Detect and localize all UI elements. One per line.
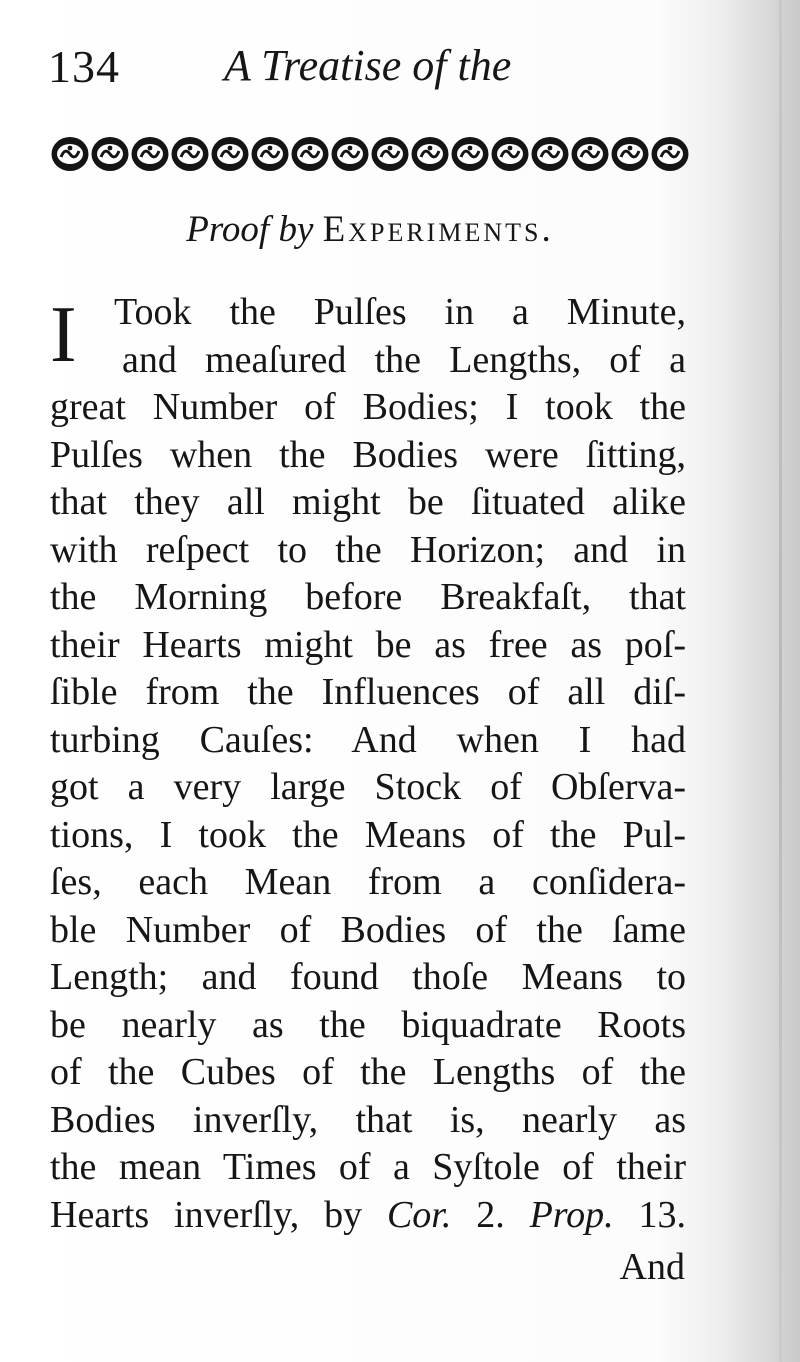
section-heading: [0, 208, 740, 251]
fleuron-icon: [572, 137, 609, 171]
text-line: with reſpect to the Horizon; and in: [50, 528, 686, 571]
text-line-last: [50, 1192, 686, 1240]
text-line: turbing Cauſes: And when I had: [50, 718, 686, 761]
text-line: of the Cubes of the Lengths of the: [50, 1051, 686, 1093]
fleuron-icon: [172, 137, 209, 171]
fleuron-icon: [612, 137, 649, 171]
fleuron-icon: [92, 137, 129, 171]
text-line: great Number of Bodies; I took the: [50, 386, 686, 428]
heading-prefix: Proof by: [186, 209, 314, 250]
last-line-start: Hearts inverſly, by: [50, 1193, 363, 1236]
text-line: be nearly as the biquadrate Roots: [50, 1003, 686, 1046]
prop-abbrev: Prop.: [529, 1193, 614, 1236]
fleuron-icon: [332, 137, 369, 171]
text-line: the mean Times of a Syſtole of their: [50, 1146, 686, 1188]
text-line: the Morning before Breakfaſt, that: [50, 576, 686, 618]
fleuron-icon: [52, 137, 89, 171]
text-line: ſes, each Mean from a conſidera-: [50, 861, 686, 903]
text-line: that they all might be ſituated alike: [50, 481, 686, 523]
text-line: tions, I took the Means of the Pul-: [50, 813, 686, 856]
fleuron-icon: [452, 137, 489, 171]
cor-abbrev: Cor.: [386, 1193, 452, 1236]
body-text: [50, 289, 686, 1239]
page-gutter-shadow: [779, 0, 782, 1362]
fleuron-icon: [412, 137, 449, 171]
text-line: ſible from the Influences of all diſ-: [50, 671, 686, 713]
text-line: Pulſes when the Bodies were ſitting,: [50, 433, 686, 476]
text-line: Length; and found thoſe Means to: [50, 956, 686, 998]
heading-small-caps: Experiments.: [322, 209, 554, 250]
drop-cap: I: [50, 291, 77, 379]
cor-number: 2.: [476, 1193, 505, 1236]
fleuron-icon: [372, 137, 409, 171]
fleuron-icon: [252, 137, 289, 171]
text-line: Bodies inverſly, that is, nearly as: [50, 1098, 686, 1141]
text-line: their Hearts might be as free as poſ-: [50, 623, 686, 666]
text-line: got a very large Stock of Obſerva-: [50, 766, 686, 808]
running-head: [48, 40, 708, 100]
page-number: 134: [48, 41, 120, 92]
fleuron-icon: [492, 137, 529, 171]
catchword: And: [619, 1246, 685, 1288]
running-title: A Treatise of the: [224, 41, 512, 90]
printer-ornament-band: [50, 133, 690, 175]
text-line: ble Number of Bodies of the ſame: [50, 908, 686, 951]
fleuron-icon: [652, 137, 689, 171]
fleuron-icon: [532, 137, 569, 171]
prop-number: 13.: [638, 1193, 687, 1236]
fleuron-icon: [132, 137, 169, 171]
text-line: and meaſured the Lengths, of a: [122, 338, 686, 381]
fleuron-icon: [212, 137, 249, 171]
text-line: Took the Pulſes in a Minute,: [114, 291, 686, 333]
fleuron-icon: [292, 137, 329, 171]
